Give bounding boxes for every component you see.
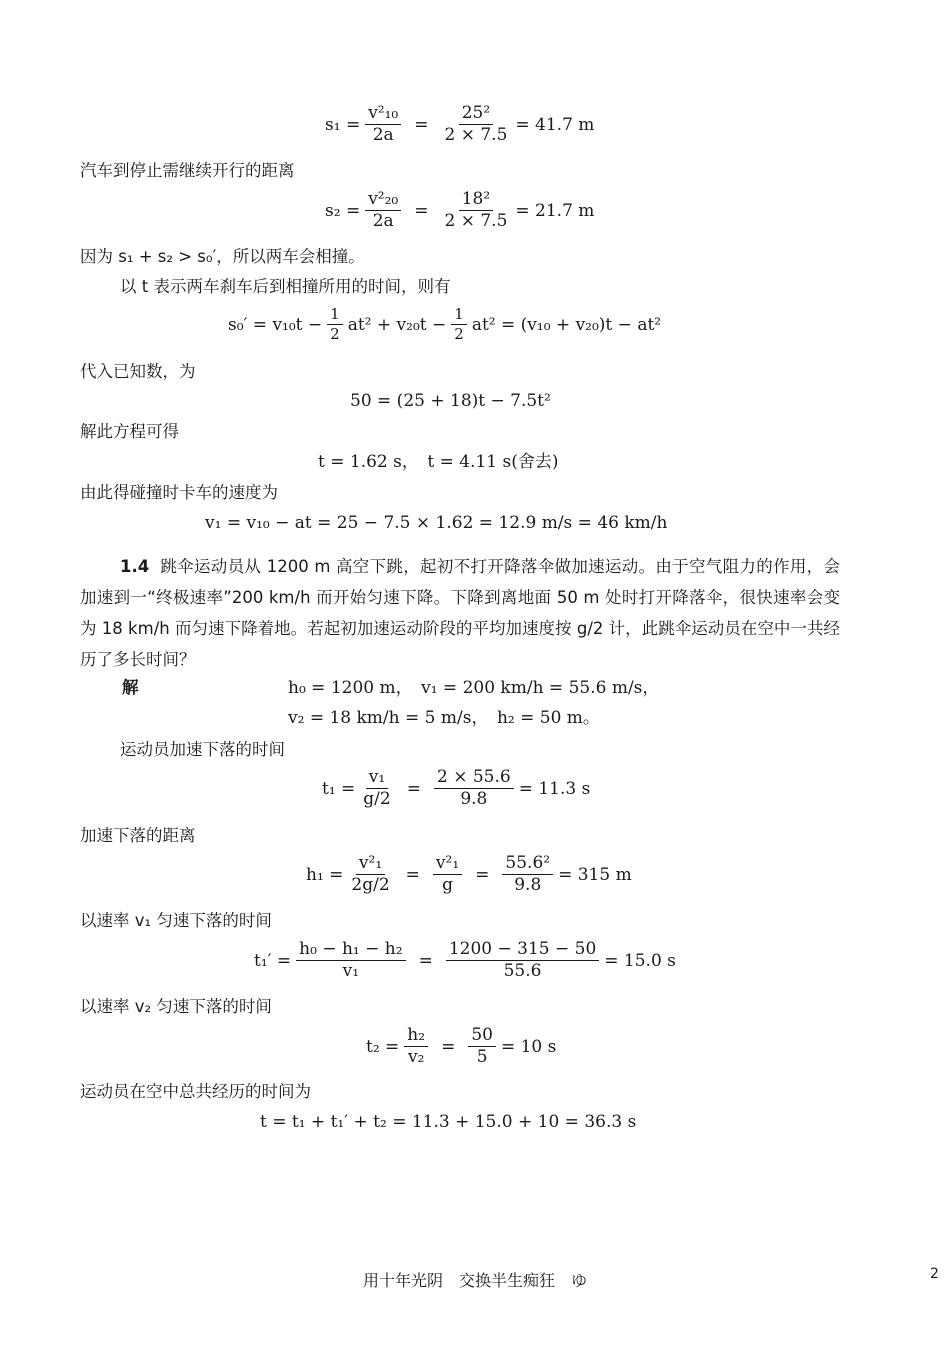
fraction bbox=[404, 1026, 428, 1067]
text-collide: 因为 s₁ + s₂ > s₀′，所以两车会相撞。 bbox=[80, 247, 365, 266]
text-substitute: 代入已知数，为 bbox=[80, 362, 196, 381]
eq-lhs: h₁ = bbox=[306, 864, 344, 885]
numerator: 18² bbox=[459, 190, 493, 211]
equation-v1: v₁ = v₁₀ − at = 25 − 7.5 × 1.62 = 12.9 m/s = 46 km/h bbox=[205, 513, 668, 533]
denominator: g/2 bbox=[363, 789, 391, 809]
equals-sign: = bbox=[414, 200, 429, 221]
fraction bbox=[433, 854, 462, 895]
fraction bbox=[468, 1026, 496, 1067]
eq-lhs: t₂ = bbox=[366, 1036, 400, 1057]
numerator: 50 bbox=[468, 1026, 496, 1047]
fraction bbox=[365, 104, 401, 145]
eq-rhs: = 21.7 m bbox=[515, 200, 595, 221]
solution-label: 解 bbox=[122, 678, 139, 697]
fraction bbox=[296, 940, 405, 981]
eq-lhs: s₁ = bbox=[325, 114, 361, 135]
eq-lhs: s₀′ = v₁₀t − bbox=[228, 314, 323, 335]
fraction bbox=[446, 940, 599, 981]
numerator: v₁ bbox=[366, 768, 388, 789]
equals-sign: = bbox=[441, 1036, 456, 1057]
text-solve: 解此方程可得 bbox=[80, 422, 179, 441]
given-line-2: v₂ = 18 km/h = 5 m/s， h₂ = 50 m。 bbox=[288, 708, 600, 728]
eq-lhs: t₁ = bbox=[322, 778, 356, 799]
page-number: 2 bbox=[930, 1266, 939, 1282]
text-car-distance: 汽车到停止需继续开行的距离 bbox=[80, 161, 295, 180]
eq-rhs: = 315 m bbox=[558, 864, 632, 885]
fraction bbox=[451, 306, 467, 343]
eq-mid: at² + v₂₀t − bbox=[347, 314, 447, 335]
denominator: 9.8 bbox=[460, 789, 488, 809]
numerator: v²₂₀ bbox=[365, 190, 401, 211]
denominator: 2 × 7.5 bbox=[444, 125, 508, 145]
equals-sign: = bbox=[475, 864, 490, 885]
numerator: 1200 − 315 − 50 bbox=[446, 940, 599, 961]
numerator: v²₁ bbox=[356, 854, 385, 875]
equation-s1 bbox=[325, 104, 594, 145]
numerator: 1 bbox=[451, 306, 467, 325]
fraction bbox=[348, 854, 392, 895]
fraction bbox=[502, 854, 553, 895]
denominator: 2 bbox=[454, 325, 464, 343]
denominator: v₂ bbox=[407, 1047, 425, 1067]
numerator: 2 × 55.6 bbox=[434, 768, 514, 789]
numerator: v²₁₀ bbox=[365, 104, 401, 125]
problem-number: 1.4 bbox=[120, 557, 150, 576]
eq-lhs: t₁′ = bbox=[254, 950, 292, 971]
fraction bbox=[442, 190, 511, 231]
numerator: h₂ bbox=[404, 1026, 428, 1047]
fraction bbox=[442, 104, 511, 145]
equation-t1-prime bbox=[254, 940, 676, 981]
text-accel-dist: 加速下落的距离 bbox=[80, 826, 196, 845]
text-accel-time: 运动员加速下落的时间 bbox=[120, 740, 285, 759]
equals-sign: = bbox=[406, 778, 421, 799]
denominator: 2g/2 bbox=[351, 875, 390, 895]
equals-sign: = bbox=[405, 864, 420, 885]
eq-lhs: s₂ = bbox=[325, 200, 361, 221]
text-total-time: 运动员在空中总共经历的时间为 bbox=[80, 1082, 311, 1101]
equation-s0 bbox=[228, 306, 661, 343]
denominator: 2 × 7.5 bbox=[444, 211, 508, 231]
page-footer: 用十年光阴 交换半生痴狂 ゆ bbox=[362, 1271, 587, 1290]
equation-h1 bbox=[306, 854, 632, 895]
fraction bbox=[360, 768, 393, 809]
equation-s2 bbox=[325, 190, 594, 231]
equation-t2 bbox=[366, 1026, 556, 1067]
text-let-t: 以 t 表示两车刹车后到相撞所用的时间，则有 bbox=[120, 277, 451, 296]
fraction bbox=[327, 306, 343, 343]
denominator: 2 bbox=[330, 325, 340, 343]
eq-rhs: = 10 s bbox=[500, 1036, 557, 1057]
denominator: v₁ bbox=[342, 961, 360, 981]
denominator: 5 bbox=[476, 1047, 488, 1067]
denominator: 2a bbox=[372, 211, 394, 231]
eq-rhs: = 15.0 s bbox=[604, 950, 676, 971]
problem-statement bbox=[80, 551, 840, 675]
eq-rhs: = 11.3 s bbox=[518, 778, 591, 799]
denominator: 9.8 bbox=[514, 875, 542, 895]
denominator: g bbox=[442, 875, 453, 895]
fraction bbox=[434, 768, 514, 809]
given-line-1: h₀ = 1200 m， v₁ = 200 km/h = 55.6 m/s， bbox=[288, 678, 660, 698]
equation-t-solution: t = 1.62 s， t = 4.11 s(舍去) bbox=[318, 452, 559, 472]
problem-text: 跳伞运动员从 1200 m 高空下跳，起初不打开降落伞做加速运动。由于空气阻力的作用，会加速到一“终极速率”200 km/h 而开始匀速下降。下降到离地面 50 m 处时打开降落伞，很快速率会变为 18 km/h 而匀速下降着地。若起初加速运动阶段的平均加速度按 g/2 计，此跳伞运动员在空中一共经历了多长时间？ bbox=[80, 557, 840, 669]
equation-50: 50 = (25 + 18)t − 7.5t² bbox=[350, 391, 551, 411]
eq-rhs: = 41.7 m bbox=[515, 114, 595, 135]
equals-sign: = bbox=[418, 950, 433, 971]
denominator: 55.6 bbox=[503, 961, 542, 981]
numerator: 55.6² bbox=[502, 854, 553, 875]
numerator: 25² bbox=[459, 104, 493, 125]
equals-sign: = bbox=[414, 114, 429, 135]
denominator: 2a bbox=[372, 125, 394, 145]
fraction bbox=[365, 190, 401, 231]
numerator: 1 bbox=[327, 306, 343, 325]
text-v1-time: 以速率 v₁ 匀速下落的时间 bbox=[80, 911, 272, 930]
equation-t1 bbox=[322, 768, 590, 809]
text-v2-time: 以速率 v₂ 匀速下落的时间 bbox=[80, 997, 272, 1016]
text-truck-speed: 由此得碰撞时卡车的速度为 bbox=[80, 483, 278, 502]
numerator: v²₁ bbox=[433, 854, 462, 875]
equation-total: t = t₁ + t₁′ + t₂ = 11.3 + 15.0 + 10 = 36.3 s bbox=[260, 1112, 637, 1132]
numerator: h₀ − h₁ − h₂ bbox=[296, 940, 405, 961]
eq-rhs: at² = (v₁₀ + v₂₀)t − at² bbox=[471, 314, 662, 335]
